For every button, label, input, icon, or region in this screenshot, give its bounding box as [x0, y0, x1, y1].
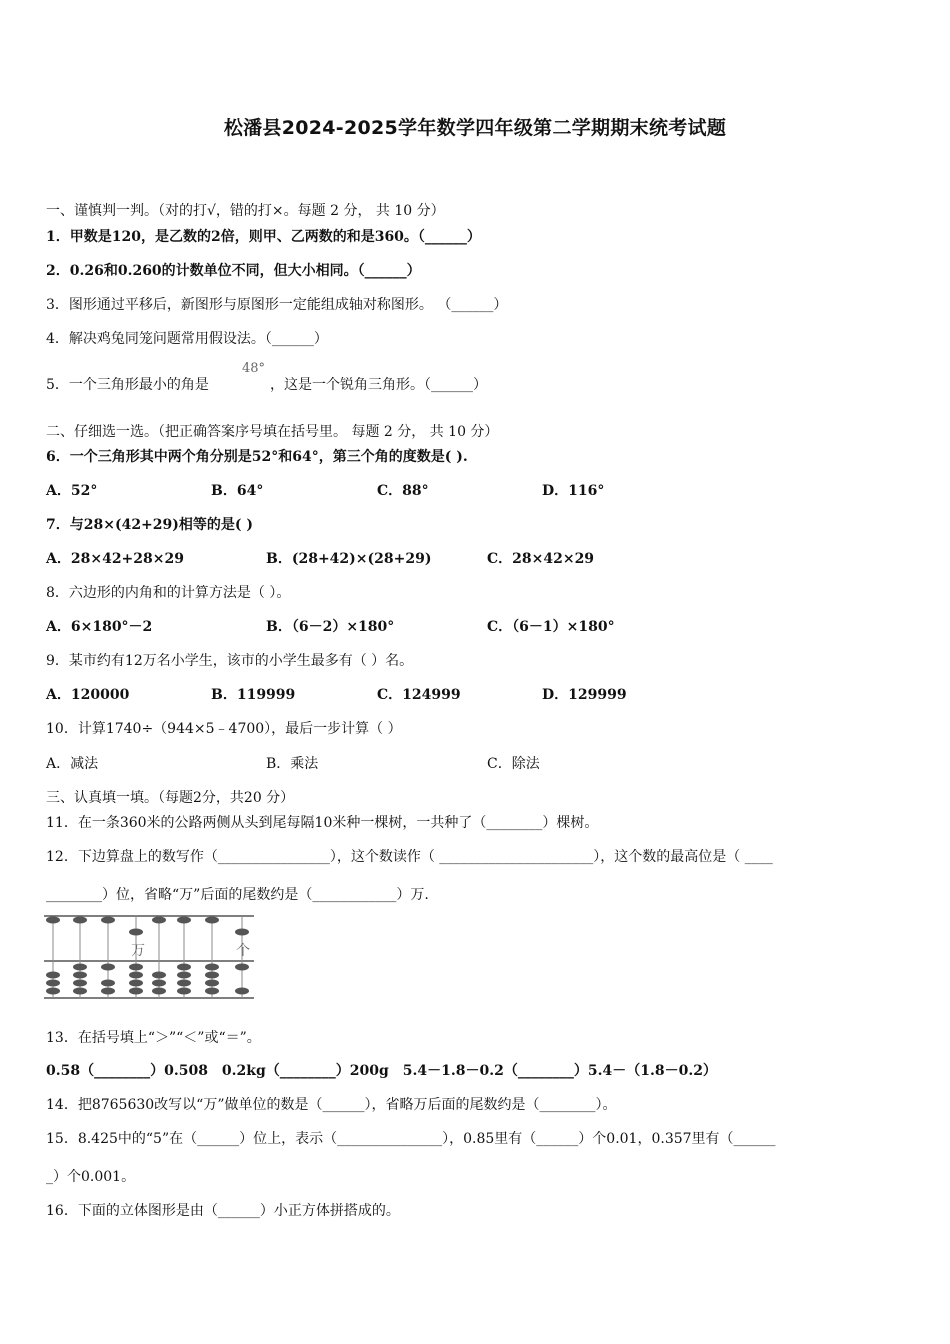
q9-option-a: A．120000	[46, 687, 130, 703]
q6-option-a: A．52°	[46, 483, 98, 499]
q9-option-d: D．129999	[542, 687, 627, 703]
q7-option-a: A．28×42+28×29	[46, 551, 184, 567]
question-16: 16．下面的立体图形是由（______）小正方体拼搭成的。	[46, 1203, 400, 1219]
q8-option-c: C．（6－1）×180°	[487, 619, 615, 635]
question-8: 8．六边形的内角和的计算方法是（ ）。	[46, 585, 291, 601]
question-14: 14．把8765630改写以“万”做单位的数是（______），省略万后面的尾数约是（________）。	[46, 1097, 617, 1113]
q10-option-b: B．乘法	[266, 756, 319, 772]
page-title: 松潘县2024-2025学年数学四年级第二学期期末统考试题	[223, 117, 727, 139]
q8-option-b: B．（6－2）×180°	[266, 619, 395, 635]
section-1-heading: 一、谨慎判一判。（对的打√，错的打×。每题 2 分， 共 10 分）	[46, 203, 445, 219]
question-10: 10．计算1740÷（944×5﹣4700），最后一步计算（ ）	[46, 721, 402, 737]
section-2-heading: 二、仔细选一选。（把正确答案序号填在括号里。 每题 2 分， 共 10 分）	[46, 424, 499, 440]
q6-option-d: D．116°	[542, 483, 605, 499]
question-2: 2．0.26和0.260的计数单位不同，但大小相同。（______）	[46, 263, 421, 279]
abacus-label-wan: 万	[131, 943, 145, 959]
angle-figure: 48°	[242, 361, 266, 376]
question-7: 7．与28×(42+29)相等的是( )	[46, 517, 254, 533]
q10-option-a: A．减法	[46, 756, 99, 772]
abacus-figure	[44, 912, 258, 1004]
question-11: 11．在一条360米的公路两侧从头到尾每隔10米种一棵树，一共种了（________）棵树。	[46, 815, 599, 831]
question-9: 9．某市约有12万名小学生，该市的小学生最多有（ ）名。	[46, 653, 414, 669]
q6-option-c: C．88°	[377, 483, 429, 499]
q7-option-c: C．28×42×29	[487, 551, 595, 567]
question-3: 3．图形通过平移后，新图形与原图形一定能组成轴对称图形。 （______）	[46, 297, 508, 313]
question-13-comparisons: 0.58（________）0.508 0.2kg（________）200g 5.4－1.8－0.2（________）5.4－（1.8－0.2）	[46, 1063, 717, 1079]
question-6: 6．一个三角形其中两个角分别是52°和64°，第三个角的度数是( ).	[46, 449, 468, 465]
question-15-line2: _）个0.001。	[46, 1169, 136, 1185]
section-3-heading: 三、认真填一填。（每题2分，共20 分）	[46, 790, 295, 806]
question-1: 1．甲数是120，是乙数的2倍，则甲、乙两数的和是360。（______）	[46, 229, 481, 245]
question-12-line1: 12．下边算盘上的数写作（________________），这个数读作（ ______________________），这个数的最高位是（ ____	[46, 849, 773, 865]
q8-option-a: A．6×180°－2	[46, 619, 153, 635]
question-5-part2: ，这是一个锐角三角形。（______）	[270, 377, 487, 393]
question-5-part1: 5．一个三角形最小的角是	[46, 377, 209, 393]
question-4: 4．解决鸡兔同笼问题常用假设法。（______）	[46, 331, 328, 347]
q9-option-c: C．124999	[377, 687, 461, 703]
question-12-line2: ________）位，省略“万”后面的尾数约是（____________）万.	[46, 887, 429, 903]
q6-option-b: B．64°	[211, 483, 264, 499]
q7-option-b: B．(28+42)×(28+29)	[266, 551, 432, 567]
q9-option-b: B．119999	[211, 687, 296, 703]
question-13: 13．在括号填上“＞”“＜”或“＝”。	[46, 1030, 261, 1046]
abacus-label-ge: 个	[236, 943, 250, 959]
q10-option-c: C．除法	[487, 756, 540, 772]
question-15-line1: 15．8.425中的“5”在（______）位上，表示（_______________），0.85里有（______）个0.01，0.357里有（______	[46, 1131, 776, 1147]
